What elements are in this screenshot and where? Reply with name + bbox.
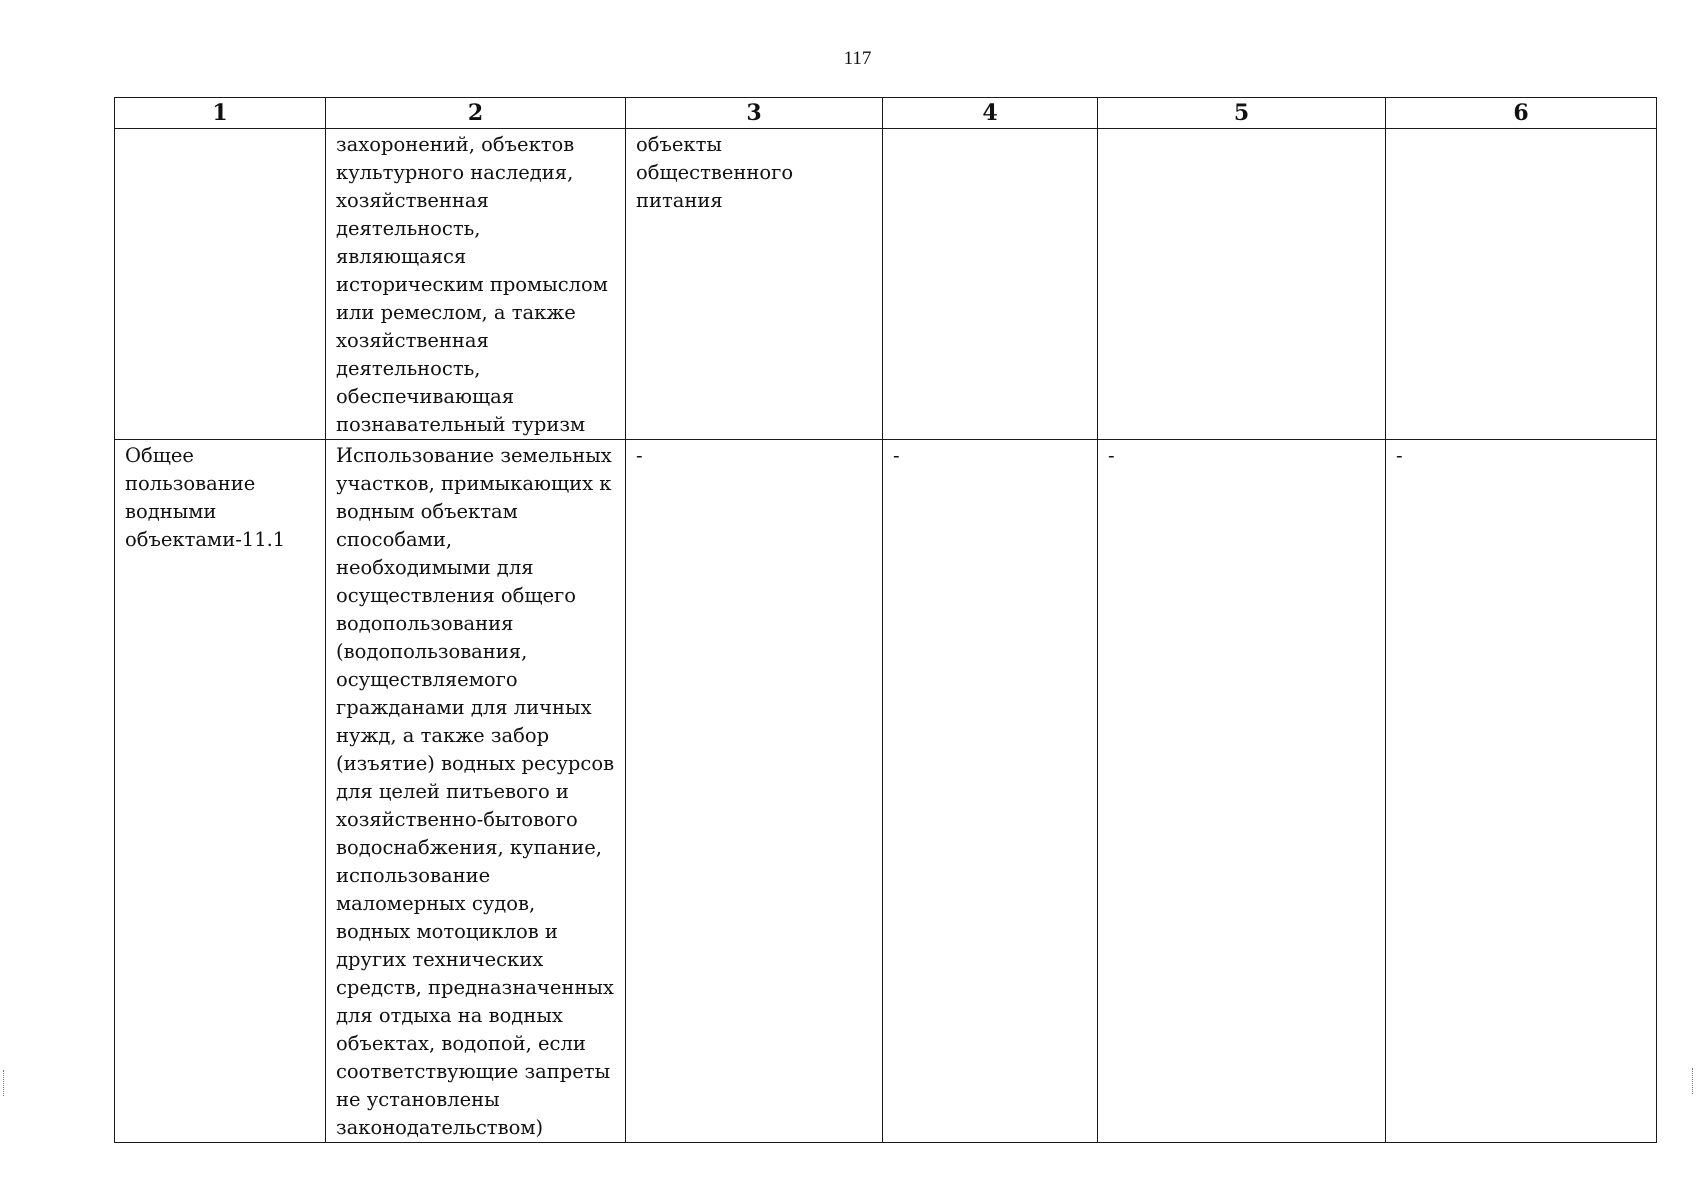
column-header-3: 3 [626, 98, 883, 129]
table-cell [1098, 129, 1386, 440]
page-number: 117 [843, 48, 872, 69]
column-header-5: 5 [1098, 98, 1386, 129]
table-cell [115, 129, 326, 440]
table-cell [1386, 129, 1657, 440]
table-header-row [115, 98, 1657, 129]
table-row [115, 129, 1657, 440]
cell-text: - [1108, 444, 1115, 467]
table-cell [883, 129, 1098, 440]
table-cell [626, 440, 883, 1143]
scan-edge-mark-right [1692, 1068, 1695, 1094]
scan-edge-mark-left [3, 1070, 6, 1096]
column-header-4: 4 [883, 98, 1098, 129]
table-cell [326, 129, 626, 440]
table-cell [883, 440, 1098, 1143]
table-cell [1098, 440, 1386, 1143]
cell-text: Общее пользование водными объектами-11.1 [125, 444, 286, 551]
cell-text: - [636, 444, 643, 467]
table-cell [326, 440, 626, 1143]
table-row [115, 440, 1657, 1143]
column-header-2: 2 [326, 98, 626, 129]
column-header-1: 1 [115, 98, 326, 129]
table-cell [1386, 440, 1657, 1143]
table-cell [626, 129, 883, 440]
cell-text: объекты общественного питания [636, 133, 794, 212]
cell-text: - [893, 444, 900, 467]
table-cell [115, 440, 326, 1143]
column-header-6: 6 [1386, 98, 1657, 129]
cell-text: захоронений, объектов культурного наследия, хозяйственная деятельность, являющаяся историческим промыслом или ремеслом, а также хозяйственная деятельность, обеспечивающая познавательный туризм [336, 133, 608, 436]
land-use-table [114, 97, 1657, 1143]
cell-text: Использование земельных участков, примыкающих к водным объектам способами, необходимыми для осуществления общего водопользования (водопользования, осуществляемого гражданами для личных нужд, а также забор (изъятие) водных ресурсов для целей питьевого и хозяйственно-бытового водоснабжения, купание, использование маломерных судов, водных мотоциклов и других технических средств, предназначенных для отдыха на водных объектах, водопой, если соответствующие запреты не установлены законодательством) [336, 444, 615, 1139]
cell-text: - [1396, 444, 1403, 467]
